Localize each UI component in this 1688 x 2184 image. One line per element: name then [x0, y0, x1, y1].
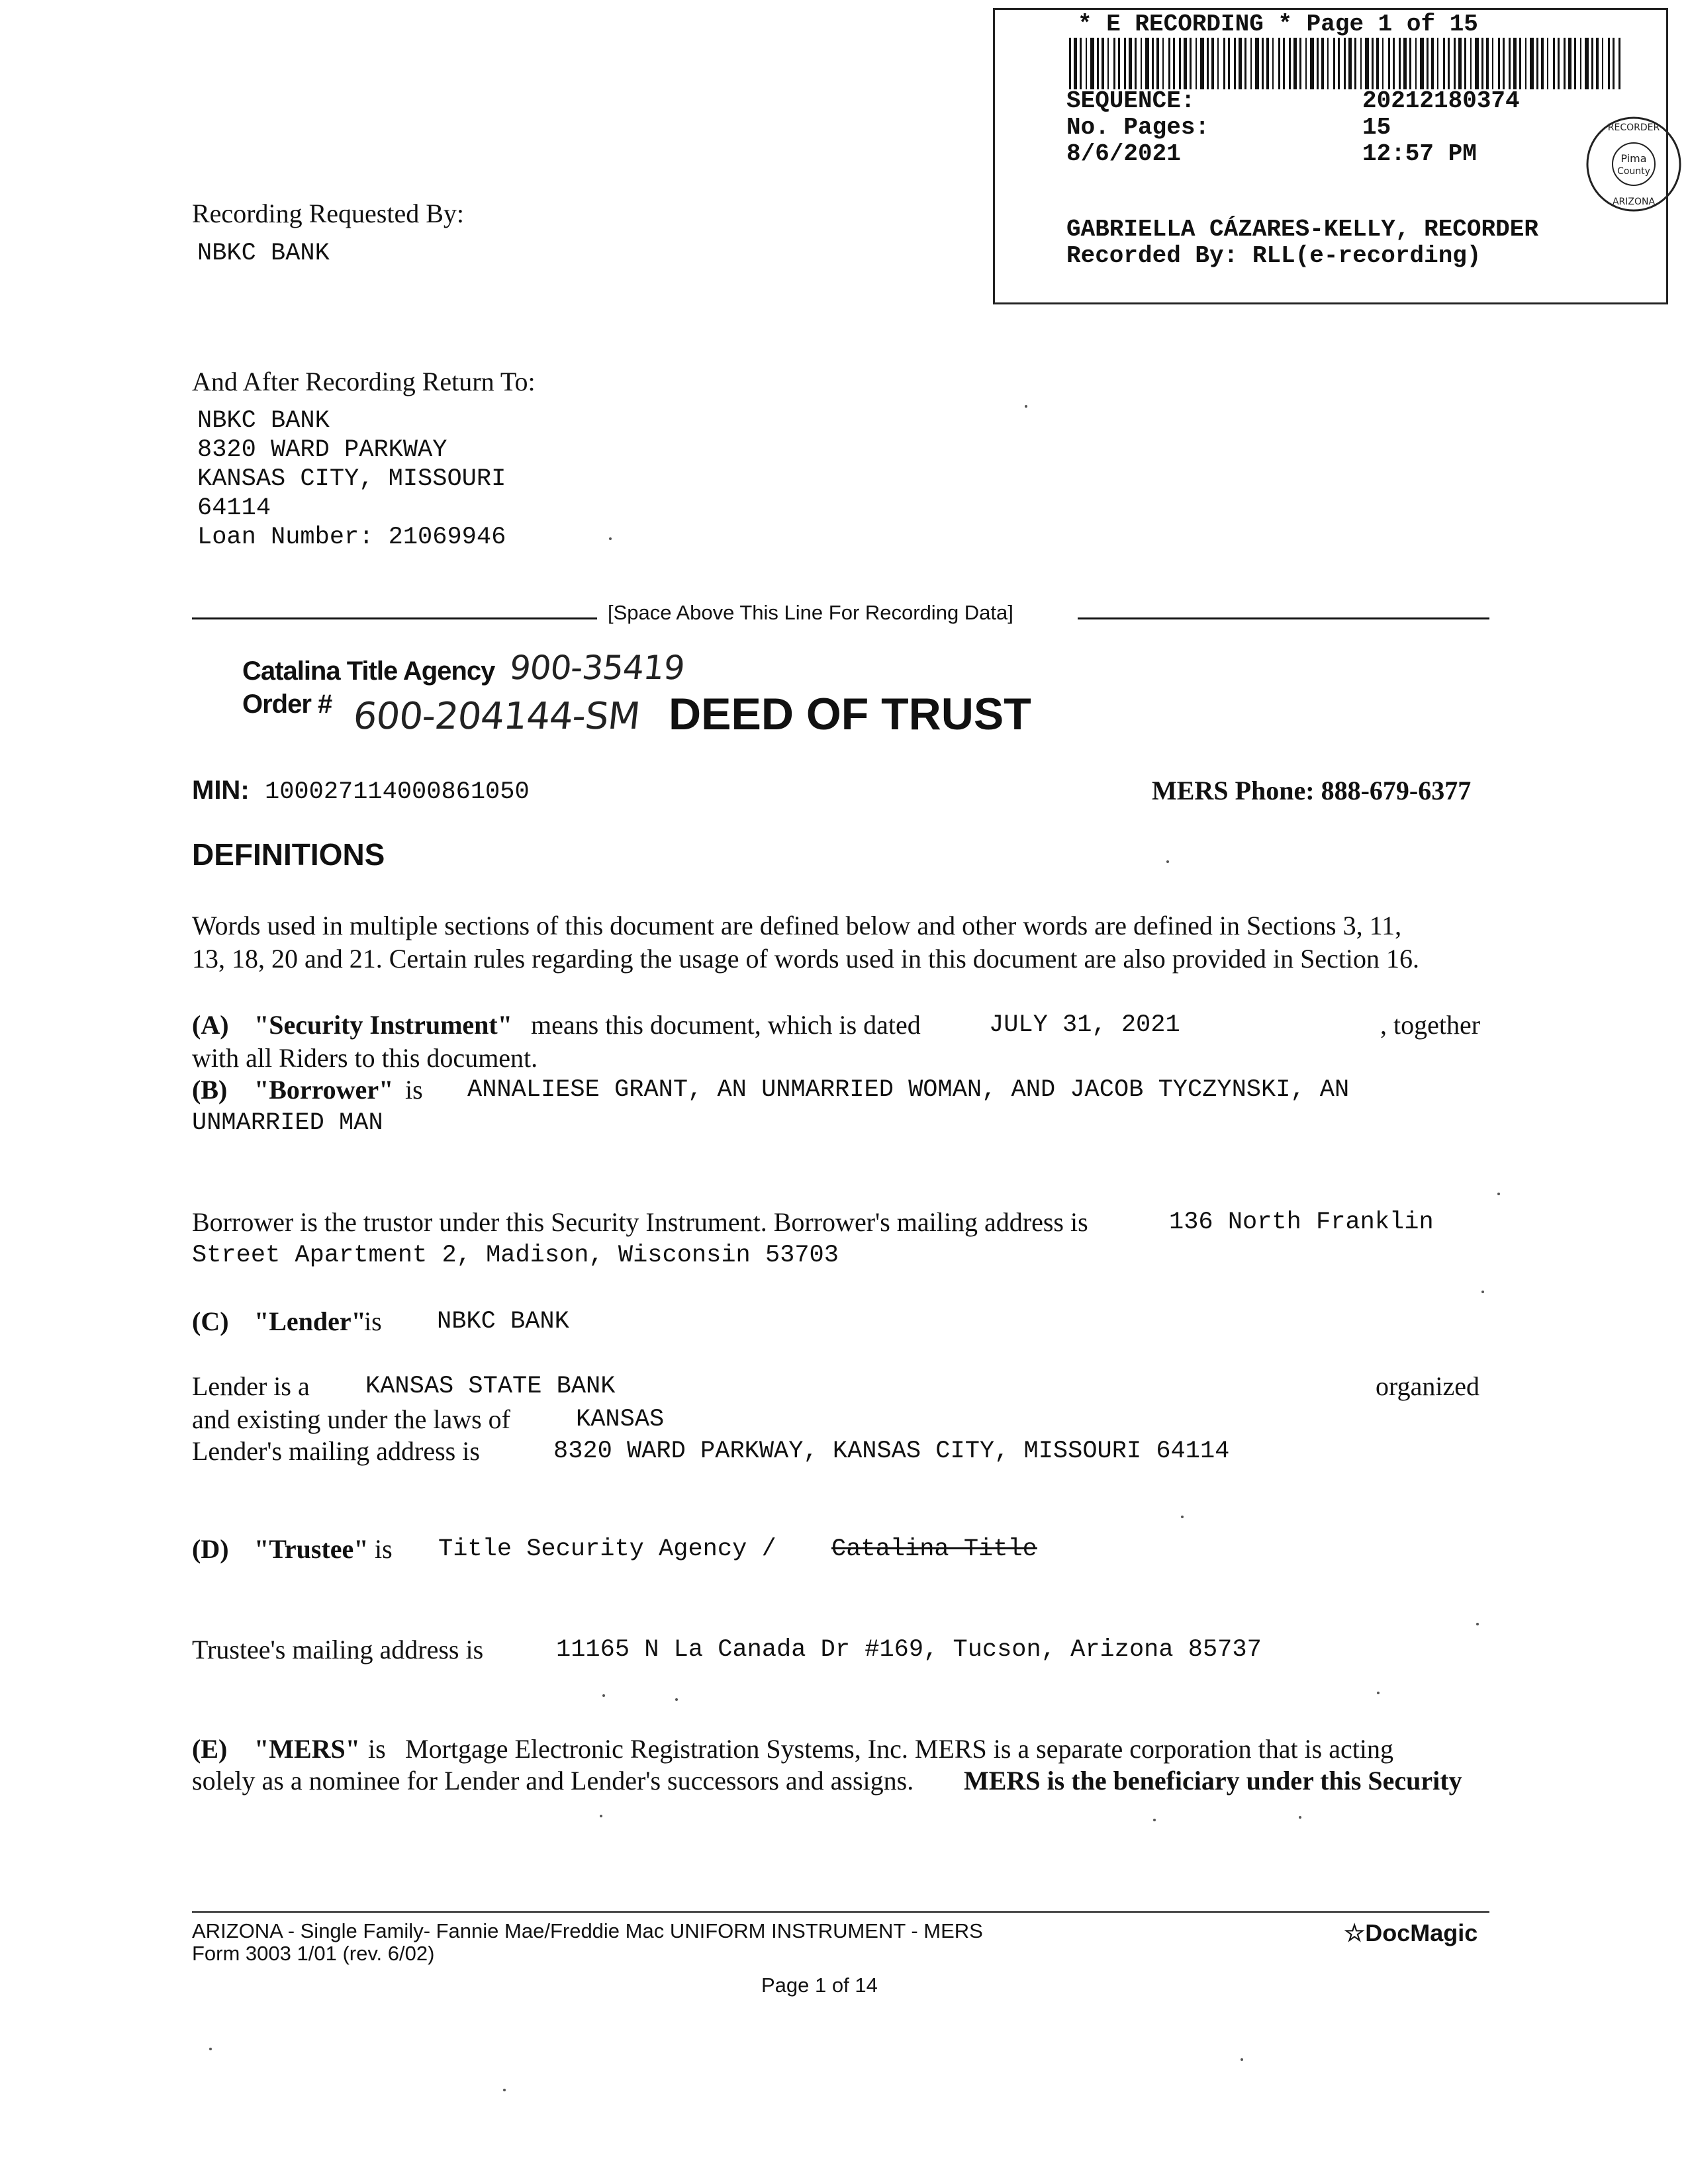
- recording-requested-label: Recording Requested By:: [192, 199, 465, 228]
- scan-speck: [675, 1698, 678, 1701]
- barcode-bar: [1564, 38, 1566, 89]
- barcode-bar: [1591, 38, 1593, 89]
- barcode-bar: [1086, 38, 1087, 89]
- barcode-bar: [1262, 38, 1264, 89]
- item-e-bold-tail: MERS is the beneficiary under this Security: [964, 1766, 1462, 1796]
- barcode-bar: [1244, 38, 1246, 89]
- security-instrument-date: JULY 31, 2021: [989, 1011, 1180, 1039]
- item-a-tail: , together: [1380, 1010, 1481, 1040]
- scan-speck: [1481, 1291, 1484, 1293]
- county-seal-icon: [1584, 114, 1683, 214]
- recorder-name: GABRIELLA CÁZARES-KELLY, RECORDER: [1066, 216, 1538, 243]
- barcode-bar: [1602, 38, 1603, 89]
- barcode-bar: [1503, 38, 1505, 89]
- scan-speck: [209, 2048, 212, 2050]
- barcode-bar: [1519, 38, 1521, 89]
- scan-speck: [503, 2089, 506, 2091]
- barcode-bar: [1486, 38, 1489, 89]
- lender-type: KANSAS STATE BANK: [365, 1373, 616, 1400]
- item-d-is: is: [375, 1534, 393, 1564]
- return-to-line: NBKC BANK: [197, 407, 330, 435]
- barcode-bar: [1470, 38, 1472, 89]
- min-label: MIN:: [192, 776, 250, 805]
- barcode-bar: [1415, 38, 1417, 89]
- lender-is-a-label: Lender is a: [192, 1371, 310, 1401]
- barcode-bar: [1168, 38, 1170, 89]
- docmagic-brand: DocMagic: [1365, 1919, 1478, 1946]
- sequence-label: SEQUENCE:: [1066, 87, 1196, 114]
- barcode-bar: [1382, 38, 1383, 89]
- barcode-bar: [1299, 38, 1301, 89]
- barcode-bar: [1141, 38, 1142, 89]
- barcode-bar: [1333, 38, 1335, 89]
- barcode-bar: [1321, 38, 1324, 89]
- item-d-letter: (D): [192, 1534, 229, 1564]
- borrower-names-line-2: UNMARRIED MAN: [192, 1109, 383, 1137]
- barcode-bar: [1200, 38, 1204, 89]
- lender-mail-label: Lender's mailing address is: [192, 1436, 480, 1466]
- barcode-bar: [1272, 38, 1274, 89]
- barcode-bar: [1475, 38, 1479, 89]
- return-to-address: [197, 406, 506, 552]
- item-e-text-2: solely as a nominee for Lender and Lender's successors and assigns.: [192, 1766, 914, 1796]
- barcode-bar: [1145, 38, 1149, 89]
- barcode-bar: [1420, 38, 1424, 89]
- scan-speck: [1497, 1193, 1500, 1195]
- barcode-bar: [1239, 38, 1242, 89]
- scan-speck: [1377, 1692, 1380, 1694]
- sequence-value: 20212180374: [1362, 87, 1520, 114]
- scan-speck: [1241, 2058, 1243, 2061]
- barcode-bar: [1179, 38, 1181, 89]
- barcode-bar: [1344, 38, 1346, 89]
- item-a-line-2: with all Riders to this document.: [192, 1043, 538, 1073]
- barcode-bar: [1458, 38, 1462, 89]
- barcode-bar: [1547, 38, 1548, 89]
- recording-requested-value: NBKC BANK: [197, 240, 330, 267]
- scan-speck: [600, 1815, 602, 1817]
- barcode-bar: [1152, 38, 1154, 89]
- barcode-bar: [1196, 38, 1197, 89]
- barcode-bar: [1498, 38, 1500, 89]
- barcode-bar: [1541, 38, 1544, 89]
- title-agency-handwritten: 900-35419: [507, 649, 686, 687]
- star-icon: ☆: [1344, 1919, 1366, 1946]
- barcode-bar: [1525, 38, 1526, 89]
- trustee-struck-name: Catalina Title: [831, 1535, 1037, 1563]
- barcode-bar: [1372, 38, 1374, 89]
- docmagic-logo: [1344, 1919, 1477, 1947]
- barcode-bar: [1376, 38, 1379, 89]
- svg-text:ARIZONA: ARIZONA: [1612, 197, 1656, 207]
- barcode-bar: [1080, 38, 1082, 89]
- barcode-bar: [1481, 38, 1483, 89]
- barcode-bar: [1069, 38, 1071, 89]
- title-agency-label: Catalina Title Agency: [242, 657, 495, 686]
- borrower-address-line-2: Street Apartment 2, Madison, Wisconsin 53703: [192, 1242, 839, 1269]
- scan-speck: [1166, 860, 1169, 863]
- footer-form-number: Form 3003 1/01 (rev. 6/02): [192, 1942, 435, 1965]
- barcode-bar: [1156, 38, 1159, 89]
- barcode-bar: [1437, 38, 1438, 89]
- pages-label: No. Pages:: [1066, 114, 1210, 141]
- order-label: Order #: [242, 690, 332, 719]
- scan-speck: [1299, 1816, 1301, 1819]
- barcode-bar: [1348, 38, 1352, 89]
- return-to-line: KANSAS CITY, MISSOURI: [197, 465, 506, 493]
- barcode-bar: [1464, 38, 1466, 89]
- borrower-address-line-1: 136 North Franklin: [1169, 1208, 1434, 1236]
- barcode-bar: [1074, 38, 1077, 89]
- barcode-bar: [1568, 38, 1571, 89]
- item-c-term: "Lender": [254, 1306, 366, 1336]
- barcode: [1069, 38, 1625, 89]
- svg-text:County: County: [1617, 166, 1650, 177]
- barcode-bar: [1129, 38, 1132, 89]
- barcode-bar: [1403, 38, 1407, 89]
- recorded-by: Recorded By: RLL(e-recording): [1066, 242, 1481, 269]
- footer-form-title: ARIZONA - Single Family- Fannie Mae/Freddie Mac UNIFORM INSTRUMENT - MERS: [192, 1919, 983, 1942]
- barcode-bar: [1536, 38, 1538, 89]
- barcode-bar: [1266, 38, 1269, 89]
- barcode-bar: [1250, 38, 1252, 89]
- item-e-letter: (E): [192, 1734, 228, 1764]
- item-a-term: "Security Instrument": [254, 1010, 512, 1040]
- trustee-mail-value: 11165 N La Canada Dr #169, Tucson, Arizona 85737: [556, 1636, 1262, 1664]
- item-b-letter: (B): [192, 1075, 228, 1105]
- loan-number: Loan Number: 21069946: [197, 523, 506, 551]
- barcode-bar: [1360, 38, 1362, 89]
- barcode-bar: [1217, 38, 1219, 89]
- trustee-mail-label: Trustee's mailing address is: [192, 1635, 484, 1664]
- barcode-bar: [1124, 38, 1126, 89]
- barcode-bar: [1365, 38, 1369, 89]
- item-b-term: "Borrower": [254, 1075, 394, 1105]
- barcode-bar: [1613, 38, 1615, 89]
- footer-rule: [192, 1911, 1489, 1913]
- barcode-bar: [1255, 38, 1259, 89]
- recording-date: 8/6/2021: [1066, 140, 1181, 167]
- barcode-bar: [1317, 38, 1319, 89]
- scan-speck: [1476, 1623, 1479, 1625]
- item-a-text: means this document, which is dated: [531, 1010, 921, 1040]
- barcode-bar: [1530, 38, 1534, 89]
- barcode-bar: [1427, 38, 1429, 89]
- footer-page-number: Page 1 of 14: [761, 1974, 878, 1997]
- barcode-bar: [1580, 38, 1581, 89]
- definitions-heading: DEFINITIONS: [192, 837, 385, 872]
- barcode-bar: [1553, 38, 1555, 89]
- intro-line-1: Words used in multiple sections of this document are defined below and other words are defined in Sections 3, 11,: [192, 911, 1402, 940]
- barcode-bar: [1338, 38, 1340, 89]
- barcode-bar: [1190, 38, 1192, 89]
- barcode-bar: [1097, 38, 1099, 89]
- barcode-bar: [1293, 38, 1297, 89]
- barcode-bar: [1448, 38, 1450, 89]
- lender-name: NBKC BANK: [437, 1308, 569, 1336]
- barcode-bar: [1283, 38, 1285, 89]
- barcode-bar: [1107, 38, 1109, 89]
- return-to-line: 8320 WARD PARKWAY: [197, 436, 447, 464]
- barcode-bar: [1399, 38, 1401, 89]
- barcode-bar: [1102, 38, 1104, 89]
- existing-under-label: and existing under the laws of: [192, 1404, 510, 1434]
- barcode-bar: [1113, 38, 1115, 89]
- barcode-bar: [1135, 38, 1137, 89]
- return-to-label: And After Recording Return To:: [192, 367, 536, 396]
- intro-line-2: 13, 18, 20 and 21. Certain rules regarding the usage of words used in this document are also provided in Section 16.: [192, 944, 1420, 974]
- pages-value: 15: [1362, 114, 1391, 141]
- scan-speck: [609, 537, 612, 540]
- barcode-bar: [1618, 38, 1620, 89]
- organized-text: organized: [1376, 1371, 1479, 1401]
- barcode-bar: [1492, 38, 1493, 89]
- barcode-bar: [1234, 38, 1236, 89]
- divider-left: [192, 617, 597, 619]
- svg-text:Pima: Pima: [1620, 152, 1647, 165]
- barcode-bar: [1558, 38, 1560, 89]
- return-to-line: 64114: [197, 494, 271, 522]
- stamp-header: * E RECORDING * Page 1 of 15: [1078, 11, 1478, 38]
- divider-right: [1078, 617, 1489, 619]
- barcode-bar: [1596, 38, 1599, 89]
- barcode-bar: [1118, 38, 1120, 89]
- barcode-bar: [1513, 38, 1517, 89]
- barcode-bar: [1207, 38, 1209, 89]
- recording-stamp: [993, 8, 1668, 304]
- item-c-letter: (C): [192, 1306, 229, 1336]
- barcode-bar: [1278, 38, 1280, 89]
- borrower-names-line-1: ANNALIESE GRANT, AN UNMARRIED WOMAN, AND JACOB TYCZYNSKI, AN: [467, 1076, 1350, 1104]
- barcode-bar: [1409, 38, 1411, 89]
- scan-speck: [602, 1694, 605, 1697]
- mers-phone: MERS Phone: 888-679-6377: [1152, 776, 1472, 805]
- item-e-is: is: [368, 1734, 386, 1764]
- item-e-text-1: Mortgage Electronic Registration Systems, Inc. MERS is a separate corporation that is acting: [405, 1734, 1393, 1764]
- barcode-bar: [1327, 38, 1329, 89]
- barcode-bar: [1443, 38, 1445, 89]
- item-b-is: is: [405, 1075, 423, 1105]
- barcode-bar: [1184, 38, 1187, 89]
- lender-state: KANSAS: [576, 1406, 665, 1433]
- svg-text:RECORDER: RECORDER: [1607, 122, 1660, 133]
- barcode-bar: [1388, 38, 1390, 89]
- document-title: DEED OF TRUST: [669, 689, 1031, 739]
- barcode-bar: [1223, 38, 1225, 89]
- barcode-bar: [1574, 38, 1576, 89]
- barcode-bar: [1354, 38, 1356, 89]
- barcode-bar: [1310, 38, 1314, 89]
- barcode-bar: [1608, 38, 1610, 89]
- barcode-bar: [1211, 38, 1214, 89]
- lender-mail-value: 8320 WARD PARKWAY, KANSAS CITY, MISSOURI 64114: [553, 1437, 1230, 1465]
- item-c-is: is: [364, 1306, 382, 1336]
- recording-time: 12:57 PM: [1362, 140, 1477, 167]
- min-value: 100027114000861050: [265, 778, 530, 806]
- order-handwritten: 600-204144-SM: [351, 695, 642, 738]
- barcode-bar: [1454, 38, 1456, 89]
- barcode-bar: [1509, 38, 1511, 89]
- barcode-bar: [1173, 38, 1175, 89]
- barcode-bar: [1162, 38, 1164, 89]
- barcode-bar: [1393, 38, 1395, 89]
- barcode-bar: [1289, 38, 1291, 89]
- item-a-letter: (A): [192, 1010, 229, 1040]
- space-above-line-text: [Space Above This Line For Recording Data]: [608, 601, 1013, 624]
- barcode-bar: [1585, 38, 1589, 89]
- scan-speck: [1181, 1516, 1184, 1518]
- scan-speck: [1025, 405, 1027, 408]
- item-d-term: "Trustee": [254, 1534, 369, 1564]
- barcode-bar: [1090, 38, 1094, 89]
- trustee-name: Title Security Agency /: [438, 1535, 776, 1563]
- barcode-bar: [1228, 38, 1230, 89]
- borrower-trustor-text: Borrower is the trustor under this Security Instrument. Borrower's mailing address is: [192, 1207, 1088, 1237]
- item-e-term: "MERS": [254, 1734, 360, 1764]
- scan-speck: [1153, 1819, 1156, 1821]
- barcode-bar: [1431, 38, 1434, 89]
- barcode-bar: [1305, 38, 1307, 89]
